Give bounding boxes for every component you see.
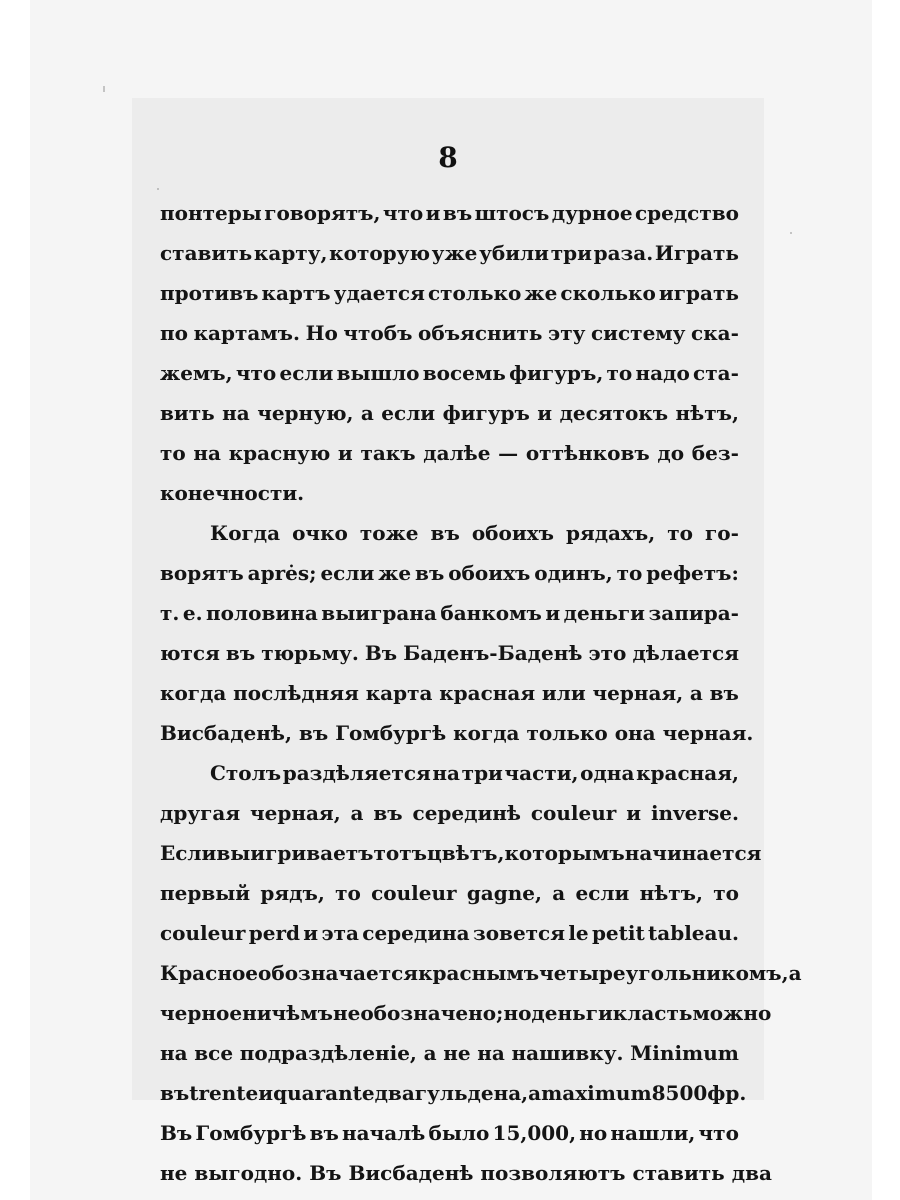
scan-speck — [157, 188, 159, 190]
text-line: couleur perd и эта середина зовется le petit tableau. — [160, 921, 739, 945]
text-line: конечности. — [160, 481, 305, 505]
scan-speck — [790, 232, 792, 234]
text-line: на все подраздѣленіе, а не на нашивку. Minimum — [160, 1041, 739, 1065]
paragraph — [160, 513, 754, 753]
paragraph — [160, 193, 739, 513]
text-line: ставить карту, которую уже убили три раза. Играть — [160, 241, 739, 265]
text-line: въ trente и quarante два гульдена, а maximum 8500 фр. — [160, 1081, 747, 1105]
scan-speck — [103, 86, 105, 92]
text-line: то на красную и такъ далѣе — оттѣнковъ до без- — [160, 441, 739, 465]
text-line: первый рядъ, то couleur gagne, а если нѣтъ, то — [160, 881, 739, 905]
text-line: жемъ, что если вышло восемь фигуръ, то надо ста- — [160, 361, 739, 385]
text-line: Красное обозначается краснымъ четыреугольникомъ, а — [160, 961, 802, 985]
text-line: Висбаденѣ, въ Гомбургѣ когда только она черная. — [160, 721, 754, 745]
text-line: Если выигриваетъ тотъ цвѣтъ, которымъ начинается — [160, 841, 762, 865]
text-line: вить на черную, а если фигуръ и десятокъ нѣтъ, — [160, 401, 739, 425]
text-line: понтеры говорятъ, что и въ штосъ дурное средство — [160, 201, 739, 225]
paragraph — [160, 753, 802, 1193]
text-line: не выгодно. Въ Висбаденѣ позволяютъ ставить два — [160, 1161, 772, 1185]
text-line: когда послѣдняя карта красная или черная, а въ — [160, 681, 739, 705]
text-line: ворятъ aprės; если же въ обоихъ одинъ, то рефетъ: — [160, 561, 739, 585]
text-line: противъ картъ удается столько же сколько играть — [160, 281, 739, 305]
page-number: 8 — [438, 141, 458, 174]
text-line: Въ Гомбургѣ въ началѣ было 15,000, но нашли, что — [160, 1121, 739, 1145]
text-line: черное ничѣмъ не обозначено; но деньги класть можно — [160, 1001, 772, 1025]
page-body — [160, 193, 802, 1193]
text-line: Столъ раздѣляется на три части, одна красная, — [210, 761, 739, 785]
text-line: по картамъ. Но чтобъ объяснить эту систему ска- — [160, 321, 739, 345]
text-line: Когда очко тоже въ обоихъ рядахъ, то го- — [210, 521, 739, 545]
text-line: т. е. половина выиграна банкомъ и деньги запира- — [160, 601, 739, 625]
text-line: другая черная, а въ серединѣ couleur и inverse. — [160, 801, 739, 825]
text-line: ются въ тюрьму. Въ Баденъ-Баденѣ это дѣлается — [160, 641, 739, 665]
